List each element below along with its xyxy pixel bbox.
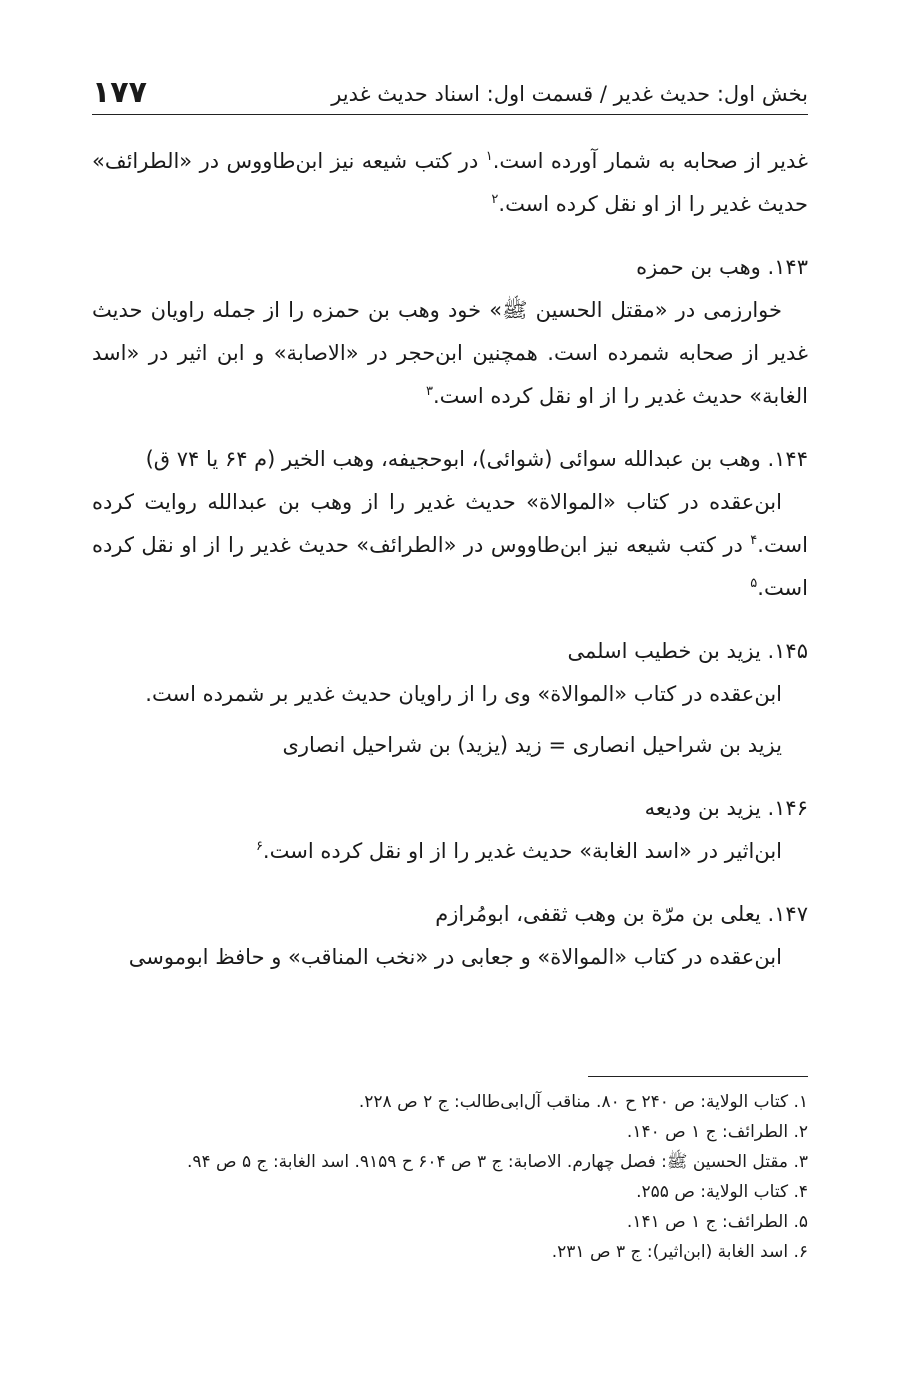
footnotes-section — [92, 1076, 808, 1267]
entry-body — [92, 481, 808, 610]
footnote-divider — [588, 1076, 808, 1077]
entry-145 — [92, 630, 808, 767]
entry-heading: ۱۴۷. یعلی بن مرّة بن وهب ثقفی، ابومُرازم — [435, 902, 808, 926]
entry-text: خوارزمی در «مقتل الحسین ﷺ» خود وهب بن حمزه را از جمله راویان حدیث غدیر از صحابه شمرده است. همچنین ابن‌حجر در «الاصابة» و ابن اثیر در «اسد الغابة» حدیث غدیر را از او نقل کرده است. — [92, 298, 808, 408]
entry-text: ابن‌اثیر در «اسد الغابة» حدیث غدیر را از او نقل کرده است. — [262, 839, 782, 863]
footnote-ref[interactable]: ۱ — [485, 149, 493, 164]
entry-heading: ۱۴۵. یزید بن خطیب اسلمی — [567, 639, 808, 663]
header-title: بخش اول: حدیث غدیر / قسمت اول: اسناد حدیث غدیر — [331, 82, 808, 106]
entry-body: ابن‌عقده در کتاب «الموالاة» و جعابی در «نخب المناقب» و حافظ ابوموسی — [128, 945, 782, 969]
entry-text-1: ابن‌عقده در کتاب «الموالاة» حدیث غدیر را از وهب بن عبدالله روایت کرده است. — [92, 490, 808, 557]
entry-heading: ۱۴۶. یزید بن ودیعه — [644, 796, 808, 820]
footnote-ref[interactable]: ۵ — [750, 576, 758, 591]
entry-body: ابن‌عقده در کتاب «الموالاة» وی را از راویان حدیث غدیر بر شمرده است. — [145, 682, 782, 706]
footnote-item: ۲. الطرائف: ج ۱ ص ۱۴۰. — [626, 1122, 808, 1142]
running-header — [92, 70, 808, 115]
footnote-item: ۳. مقتل الحسین ﷺ: فصل چهارم. الاصابة: ج ۳ ص ۶۰۴ ح ۹۱۵۹. اسد الغابة: ج ۵ ص ۹۴. — [186, 1152, 808, 1172]
main-text — [92, 140, 808, 999]
footnote-ref[interactable]: ۲ — [491, 192, 499, 207]
footnote-ref[interactable]: ۳ — [426, 384, 433, 399]
entry-146 — [92, 787, 808, 873]
footnote-item: ۱. کتاب الولایة: ص ۲۴۰ ح ۸۰. مناقب آل‌ابی‌طالب: ج ۲ ص ۲۲۸. — [358, 1092, 808, 1112]
entry-body — [92, 289, 808, 418]
intro-text-2: در کتب شیعه نیز ابن‌طاووس در «الطرائف» حدیث غدیر را از او نقل کرده است. — [92, 149, 808, 216]
entry-heading: ۱۴۴. وهب بن عبدالله سوائی (شوائی)، ابوحجیفه، وهب الخیر (م ۶۴ یا ۷۴ ق) — [145, 447, 808, 471]
entry-text-2: در کتب شیعه نیز ابن‌طاووس در «الطرائف» حدیث غدیر را از او نقل کرده است. — [92, 533, 808, 600]
entry-body — [92, 830, 808, 873]
footnote-item: ۴. کتاب الولایة: ص ۲۵۵. — [636, 1182, 808, 1202]
page-number: ۱۷۷ — [92, 75, 147, 110]
entry-heading: ۱۴۳. وهب بن حمزه — [636, 255, 808, 279]
footnote-item: ۶. اسد الغابة (ابن‌اثیر): ج ۳ ص ۲۳۱. — [551, 1242, 808, 1262]
footnote-ref[interactable]: ۶ — [255, 839, 263, 854]
entry-147 — [92, 893, 808, 979]
entry-143 — [92, 246, 808, 418]
cross-reference-line: یزید بن شراحیل انصاری = زید (یزید) بن شراحیل انصاری — [282, 733, 782, 757]
intro-paragraph — [92, 140, 808, 226]
footnote-item: ۵. الطرائف: ج ۱ ص ۱۴۱. — [626, 1212, 808, 1232]
footnote-ref[interactable]: ۴ — [750, 533, 758, 548]
book-page — [92, 0, 808, 1390]
entry-144 — [92, 438, 808, 610]
intro-text-1: غدیر از صحابه به شمار آورده است. — [492, 149, 808, 173]
